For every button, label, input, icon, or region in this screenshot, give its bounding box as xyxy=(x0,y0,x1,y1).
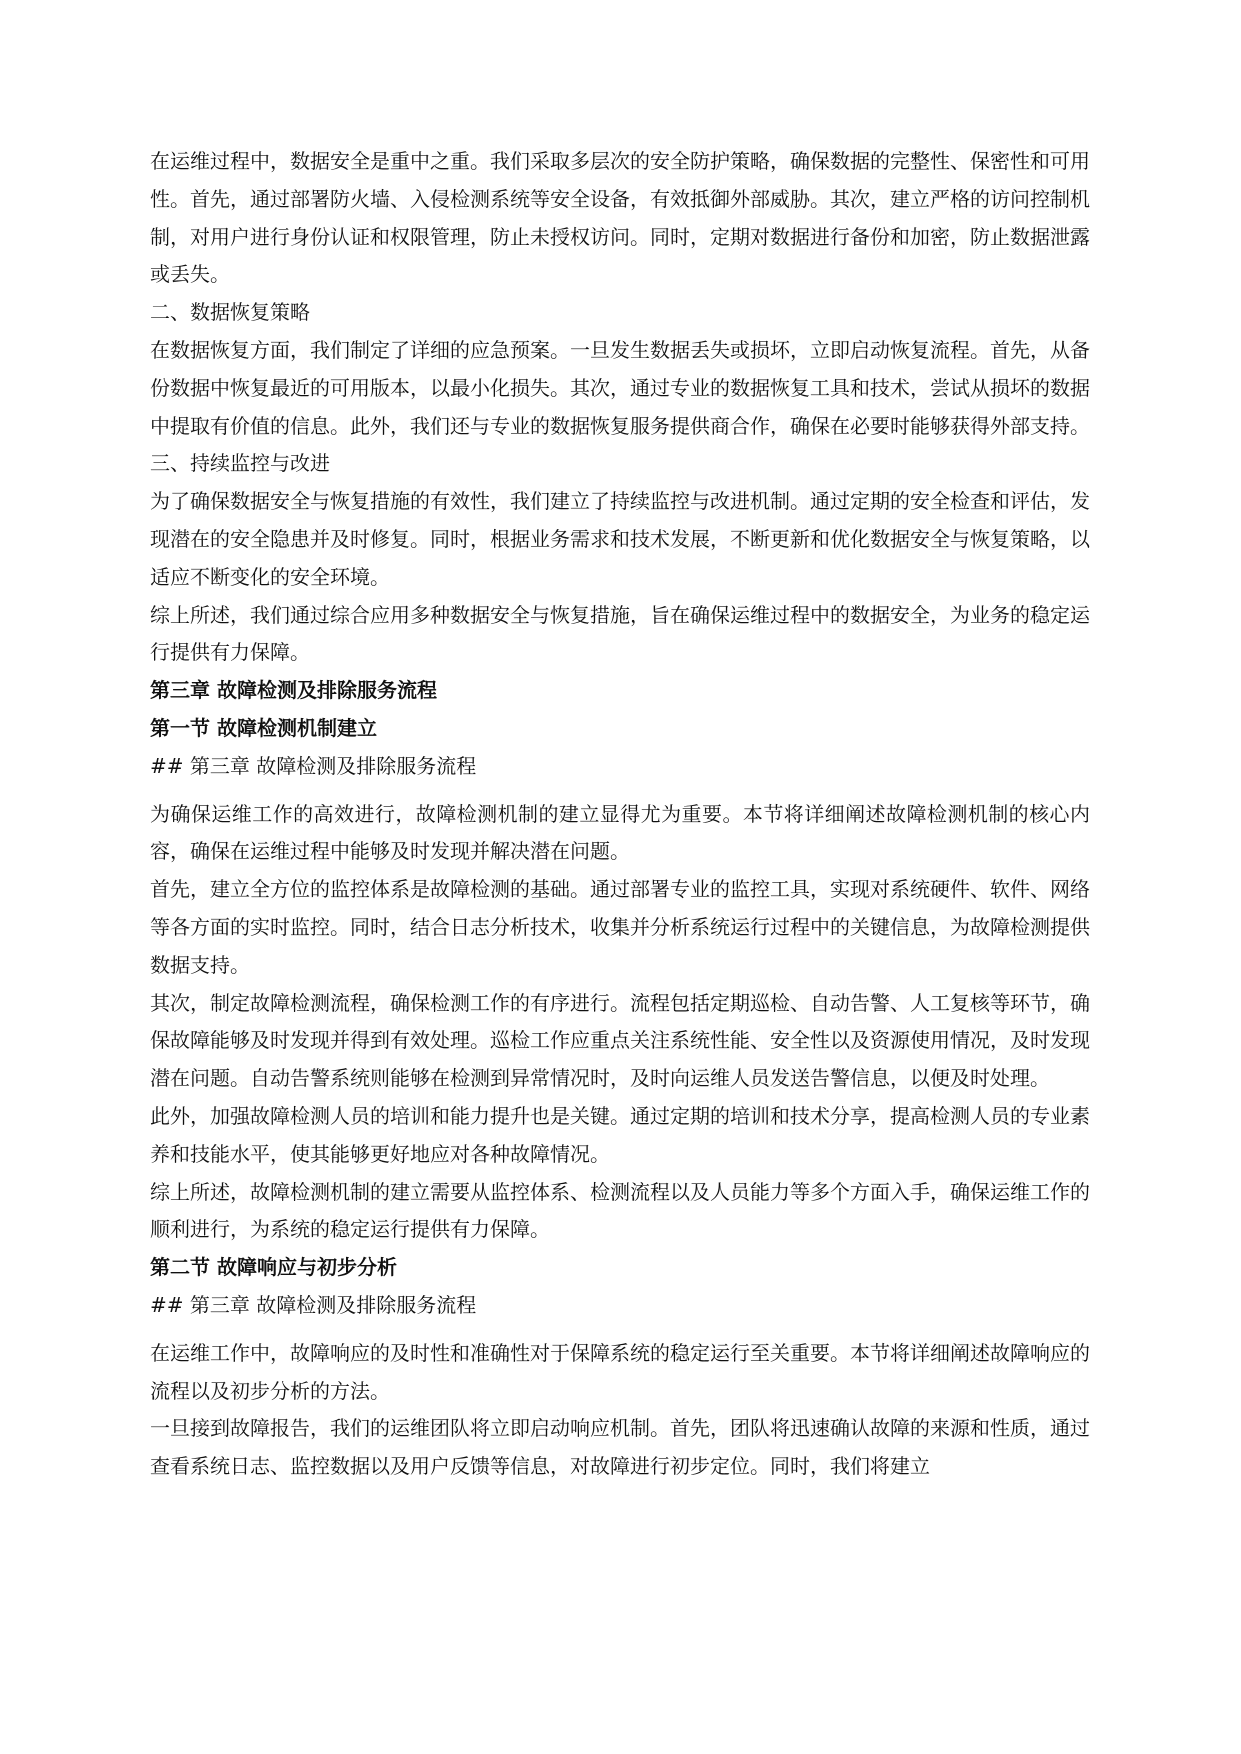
paragraph-monitoring: 为了确保数据安全与恢复措施的有效性，我们建立了持续监控与改进机制。通过定期的安全检查和评估，发现潜在的安全隐患并及时修复。同时，根据业务需求和技术发展，不断更新和优化数据安全与恢复策略，以适应不断变化的安全环境。 xyxy=(150,489,1090,589)
section-title-1: 第一节 故障检测机制建立 xyxy=(150,715,377,740)
paragraph-detection-process: 其次，制定故障检测流程，确保检测工作的有序进行。流程包括定期巡检、自动告警、人工复核等环节，确保故障能够及时发现并得到有效处理。巡检工作应重点关注系统性能、安全性以及资源使用情况，及时发现潜在问题。自动告警系统则能够在检测到异常情况时，及时向运维人员发送告警信息，以便及时处理。 xyxy=(150,990,1090,1091)
paragraph-detection-summary: 综上所述，故障检测机制的建立需要从监控体系、检测流程以及人员能力等多个方面入手，确保运维工作的顺利进行，为系统的稳定运行提供有力保障。 xyxy=(150,1179,1090,1242)
paragraph-response-process: 一旦接到故障报告，我们的运维团队将立即启动响应机制。首先，团队将迅速确认故障的来源和性质，通过查看系统日志、监控数据以及用户反馈等信息，对故障进行初步定位。同时，我们将建立 xyxy=(150,1416,1090,1479)
document-page xyxy=(150,143,1090,1486)
paragraph-summary: 综上所述，我们通过综合应用多种数据安全与恢复措施，旨在确保运维过程中的数据安全，为业务的稳定运行提供有力保障。 xyxy=(150,602,1090,665)
paragraph-training: 此外，加强故障检测人员的培训和能力提升也是关键。通过定期的培训和技术分享，提高检测人员的专业素养和技能水平，使其能够更好地应对各种故障情况。 xyxy=(150,1103,1090,1166)
paragraph-response-intro: 在运维工作中，故障响应的及时性和准确性对于保障系统的稳定运行至关重要。本节将详细阐述故障响应的流程以及初步分析的方法。 xyxy=(150,1340,1090,1403)
paragraph-data-recovery: 在数据恢复方面，我们制定了详细的应急预案。一旦发生数据丢失或损坏，立即启动恢复流程。首先，从备份数据中恢复最近的可用版本，以最小化损失。其次，通过专业的数据恢复工具和技术，尝试从损坏的数据中提取有价值的信息。此外，我们还与专业的数据恢复服务提供商合作，确保在必要时能够获得外部支持。 xyxy=(150,337,1090,438)
chapter-title: 第三章 故障检测及排除服务流程 xyxy=(150,678,437,703)
section-title-2: 第二节 故障响应与初步分析 xyxy=(150,1255,397,1280)
paragraph-data-security-intro: 在运维过程中，数据安全是重中之重。我们采取多层次的安全防护策略，确保数据的完整性、保密性和可用性。首先，通过部署防火墙、入侵检测系统等安全设备，有效抵御外部威胁。其次，建立严格的访问控制机制，对用户进行身份认证和权限管理，防止未授权访问。同时，定期对数据进行备份和加密，防止数据泄露或丢失。 xyxy=(150,149,1090,287)
subheading-data-recovery: 二、数据恢复策略 xyxy=(150,300,310,325)
paragraph-detection-intro: 为确保运维工作的高效进行，故障检测机制的建立显得尤为重要。本节将详细阐述故障检测机制的核心内容，确保在运维过程中能够及时发现并解决潜在问题。 xyxy=(150,801,1090,864)
paragraph-monitoring-system: 首先，建立全方位的监控体系是故障检测的基础。通过部署专业的监控工具，实现对系统硬件、软件、网络等各方面的实时监控。同时，结合日志分析技术，收集并分析系统运行过程中的关键信息，为故障检测提供数据支持。 xyxy=(150,877,1090,977)
subheading-monitoring: 三、持续监控与改进 xyxy=(150,451,330,476)
markdown-heading-2: ## 第三章 故障检测及排除服务流程 xyxy=(150,1292,477,1317)
markdown-heading-1: ## 第三章 故障检测及排除服务流程 xyxy=(150,753,477,778)
